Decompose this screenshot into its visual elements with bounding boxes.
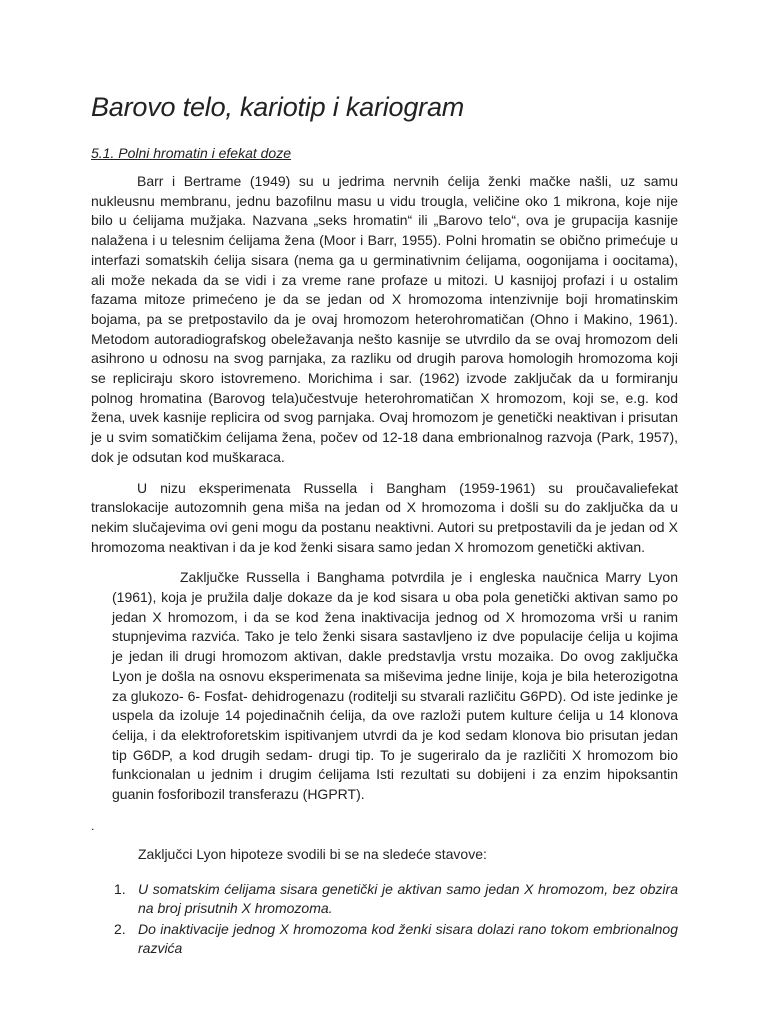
list-item bbox=[91, 920, 678, 958]
paragraph-barr-body: Barr i Bertrame (1949) su u jedrima nervnih ćelija ženki mačke našli, uz samu nukleusnu membranu, jednu bazofilnu masu u vidu trougla, veličine oko 1 mikrona, koje nije bilo u ćelijama mužjaka. Nazvana „seks hromatin“ ili „Barovo telo“, ova je grupacija kasnije nalažena i u telesnim ćelijama žena (Moor i Barr, 1955). Polni hromatin se obično primećuje u interfazi somatskih ćelija sisara (nema ga u germinativnim ćelijama, oogonijama i oocitama), ali može nekada da se vidi i za vreme rane profaze u mitozi. U kasnijoj profazi i u ostalim fazama mitoze primećeno je da se jedan od X hromozoma intenzivnije boji hromatinskim bojama, pa se pretpostavilo da je ovaj hromozom heterohromatičan (Ohno i Makino, 1961). Metodom autoradiografskog obeležavanja nešto kasnije se utvrdilo da se ovaj hromozom deli asihrono u odnosu na svog parnjaka, za razliku od drugih parova homologih hromozoma koji se repliciraju skoro istovremeno. Morichima i sar. (1962) izvode zaključak da u formiranju polnog hromatina (Barovog tela)učestvuje heterohromatičan X hromozom, koji se, e.g. kod žena, uvek kasnije replicira od svog parnjaka. Ovaj hromozom je genetički neaktivan i prisutan je u svim somatičkim ćelijama žena, počev od 12-18 dana embrionalnog razvoja (Park, 1957), dok je odsutan kod muškaraca. bbox=[91, 173, 678, 465]
stray-dot: . bbox=[91, 818, 95, 833]
list-item bbox=[91, 880, 678, 918]
list-item-text: U somatskim ćelijama sisara genetički je aktivan samo jedan X hromozom, bez obzira na broj prisutnih X hromozoma. bbox=[138, 880, 678, 916]
paragraph-russell-experiments: U nizu eksperimenata Russella i Bangham (1959-1961) su proučavaliefekat translokacije autozomnih gena miša na jedan od X hromozoma i došli su do zaključka da u nekim slučajevima ovi geni mogu da postanu neaktivni. Autori su pretpostavili da je jedan od X hromozoma neaktivan i da je kod ženki sisara samo jedan X hromozom genetički aktivan. bbox=[91, 479, 678, 555]
list-item-number: 2. bbox=[114, 920, 126, 937]
list-intro: Zaključci Lyon hipoteze svodili bi se na sledeće stavove: bbox=[138, 845, 487, 862]
list-item-text: Do inaktivacije jednog X hromozoma kod ženki sisara dolazi rano tokom embrionalnog razvića bbox=[138, 920, 678, 956]
paragraph-lyon-confirmation: Zaključke Russella i Banghama potvrdila je i engleska naučnica Marry Lyon (1961), koja je pružila dalje dokaze da je kod sisara u oba pola genetički aktivan samo po jedan X hromozom, i da se kod žena inaktivacija jednog od X hromozoma vrši u ranim stupnjevima razvića. Tako je telo ženki sisara sastavljeno iz dve populacije ćelija u kojima je jedan ili drugi hromozom aktivan, dakle predstavlja vrstu mozaika. Do ovog zaključka Lyon je došla na osnovu eksperimenata sa miševima jedne linije, koja je bila heterozigotna za glukozo- 6- Fosfat- dehidrogenazu (roditelji su stvarali različitu G6PD). Od iste jedinke je uspela da izoluje 14 pojedinačnih ćelija, da ove razloži putem kulture ćelija u 14 klonova ćelija, i da elektroforetskim ispitivanjem utvrdi da je kod sedam klonova bio prisutan jedan tip G6DP, a kod drugih sedam- drugi tip. To je sugeriralo da je različiti X hromozom bio funkcionalan u jednim i drugim ćelijama Isti rezultati su dobijeni i za enzim hipoksantin guanin fosforibozil transferazu (HGPRT). bbox=[112, 569, 678, 803]
document-title: Barovo telo, kariotip i kariogram bbox=[91, 92, 465, 122]
section-heading: 5.1. Polni hromatin i efekat doze bbox=[91, 145, 292, 161]
conclusions-list bbox=[91, 880, 678, 958]
list-item-number: 1. bbox=[114, 880, 126, 897]
